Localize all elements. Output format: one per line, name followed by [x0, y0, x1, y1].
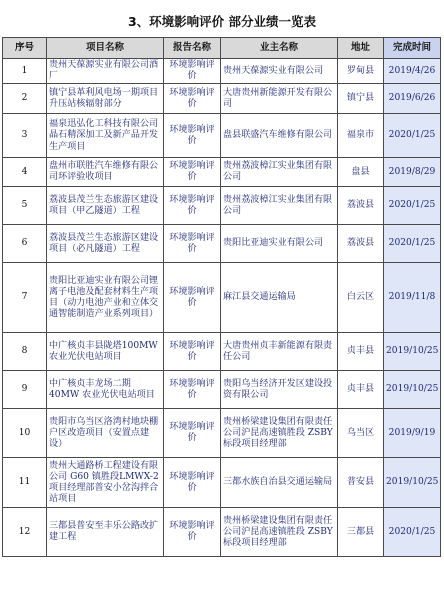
cell-date: 2019/4/26: [384, 59, 441, 84]
cell-report: 环境影响评价: [164, 158, 221, 187]
cell-project: 贵州大通路桥工程建设有限公司 G60 镇胜段LMWX-2 项目经理部普安小岔沟拌合站项目: [47, 458, 164, 508]
cell-date: 2019/10/25: [384, 371, 441, 409]
table-row: [3, 59, 441, 84]
performance-table: [2, 37, 441, 557]
cell-project: 盘州市联胜汽车维修有限公司环评验收项目: [47, 158, 164, 187]
cell-report: 环境影响评价: [164, 333, 221, 371]
cell-project: 荔波县茂兰生态旅游区建设项目（甲乙隧道）工程: [47, 187, 164, 225]
header-report: 报告名称: [164, 38, 221, 59]
cell-report: 环境影响评价: [164, 59, 221, 84]
cell-owner: 贵州桥梁建设集团有限责任公司沪昆高速镇胜段 ZSBY标段项目经理部: [221, 409, 338, 458]
cell-project: 中广核贞丰龙场二期40MW 农业光伏电站项目: [47, 371, 164, 409]
cell-date: 2020/1/25: [384, 225, 441, 263]
table-row: [3, 158, 441, 187]
cell-location: 福泉市: [338, 114, 384, 158]
cell-report: 环境影响评价: [164, 225, 221, 263]
cell-project: 贵阳比亚迪实业有限公司锂离子电池及配套材料生产项目（动力电池产业和立体交通智能制造产业系列项目）: [47, 263, 164, 333]
cell-date: 2019/11/8: [384, 263, 441, 333]
table-row: [3, 508, 441, 557]
header-project: 项目名称: [47, 38, 164, 59]
cell-location: 罗甸县: [338, 59, 384, 84]
cell-report: 环境影响评价: [164, 114, 221, 158]
cell-date: 2020/1/25: [384, 114, 441, 158]
cell-date: 2020/1/25: [384, 187, 441, 225]
cell-owner: 贵州天葆源实业有限公司: [221, 59, 338, 84]
table-header-row: [3, 38, 441, 59]
cell-date: 2019/10/25: [384, 333, 441, 371]
table-row: [3, 187, 441, 225]
cell-owner: 贵州荔波樟江实业集团有限公司: [221, 158, 338, 187]
cell-date: 2019/9/19: [384, 409, 441, 458]
cell-project: 中广核贞丰县陇塔100MW 农业光伏电站项目: [47, 333, 164, 371]
cell-location: 荔波县: [338, 187, 384, 225]
cell-location: 荔波县: [338, 225, 384, 263]
cell-no: 3: [3, 114, 47, 158]
cell-owner: 三都水族自治县交通运输局: [221, 458, 338, 508]
cell-report: 环境影响评价: [164, 84, 221, 114]
cell-project: 福泉迅弘化工科技有限公司晶石精深加工及新产品开发生产项目: [47, 114, 164, 158]
cell-location: 贞丰县: [338, 333, 384, 371]
cell-no: 6: [3, 225, 47, 263]
cell-no: 10: [3, 409, 47, 458]
cell-owner: 麻江县交通运输局: [221, 263, 338, 333]
header-no: 序号: [3, 38, 47, 59]
cell-no: 7: [3, 263, 47, 333]
cell-report: 环境影响评价: [164, 371, 221, 409]
cell-owner: 盘县联盛汽车维修有限公司: [221, 114, 338, 158]
cell-date: 2019/6/26: [384, 84, 441, 114]
cell-project: 贵州天葆源实业有限公司酒厂: [47, 59, 164, 84]
cell-location: 三都县: [338, 508, 384, 557]
cell-owner: 贵州桥梁建设集团有限责任公司沪昆高速镇胜段 ZSBY标段项目经理部: [221, 508, 338, 557]
cell-no: 12: [3, 508, 47, 557]
cell-no: 4: [3, 158, 47, 187]
table-row: [3, 114, 441, 158]
cell-date: 2019/8/29: [384, 158, 441, 187]
cell-owner: 贵阳乌当经济开发区建设投资有限公司: [221, 371, 338, 409]
table-row: [3, 225, 441, 263]
cell-date: 2019/10/25: [384, 458, 441, 508]
cell-no: 1: [3, 59, 47, 84]
cell-report: 环境影响评价: [164, 508, 221, 557]
cell-project: 三都县普安至丰乐公路改扩建工程: [47, 508, 164, 557]
cell-no: 2: [3, 84, 47, 114]
cell-no: 9: [3, 371, 47, 409]
cell-owner: 贵州荔波樟江实业集团有限公司: [221, 187, 338, 225]
cell-date: 2020/1/25: [384, 508, 441, 557]
cell-location: 盘县: [338, 158, 384, 187]
table-row: [3, 333, 441, 371]
table-row: [3, 263, 441, 333]
header-date: 完成时间: [384, 38, 441, 59]
table-row: [3, 371, 441, 409]
cell-no: 8: [3, 333, 47, 371]
cell-location: 镇宁县: [338, 84, 384, 114]
cell-project: 荔波县茂兰生态旅游区建设项目（必凡隧道）工程: [47, 225, 164, 263]
cell-project: 镇宁县革利风电场一期项目升压站核辐射部分: [47, 84, 164, 114]
header-location: 地址: [338, 38, 384, 59]
cell-project: 贵阳市乌当区洛湾村地块棚户区改造项目（安置点建设）: [47, 409, 164, 458]
cell-report: 环境影响评价: [164, 263, 221, 333]
cell-no: 11: [3, 458, 47, 508]
header-owner: 业主名称: [221, 38, 338, 59]
cell-location: 贞丰县: [338, 371, 384, 409]
cell-location: 乌当区: [338, 409, 384, 458]
table-row: [3, 409, 441, 458]
table-row: [3, 84, 441, 114]
cell-no: 5: [3, 187, 47, 225]
cell-report: 环境影响评价: [164, 187, 221, 225]
cell-owner: 大唐贵州新能源开发有限公司: [221, 84, 338, 114]
cell-owner: 大唐贵州贞丰新能源有限责任公司: [221, 333, 338, 371]
cell-location: 普安县: [338, 458, 384, 508]
table-row: [3, 458, 441, 508]
cell-report: 环境影响评价: [164, 409, 221, 458]
cell-report: 环境影响评价: [164, 458, 221, 508]
cell-location: 白云区: [338, 263, 384, 333]
page-title: 3、环境影响评价 部分业绩一览表: [127, 14, 317, 29]
cell-owner: 贵阳比亚迪实业有限公司: [221, 225, 338, 263]
